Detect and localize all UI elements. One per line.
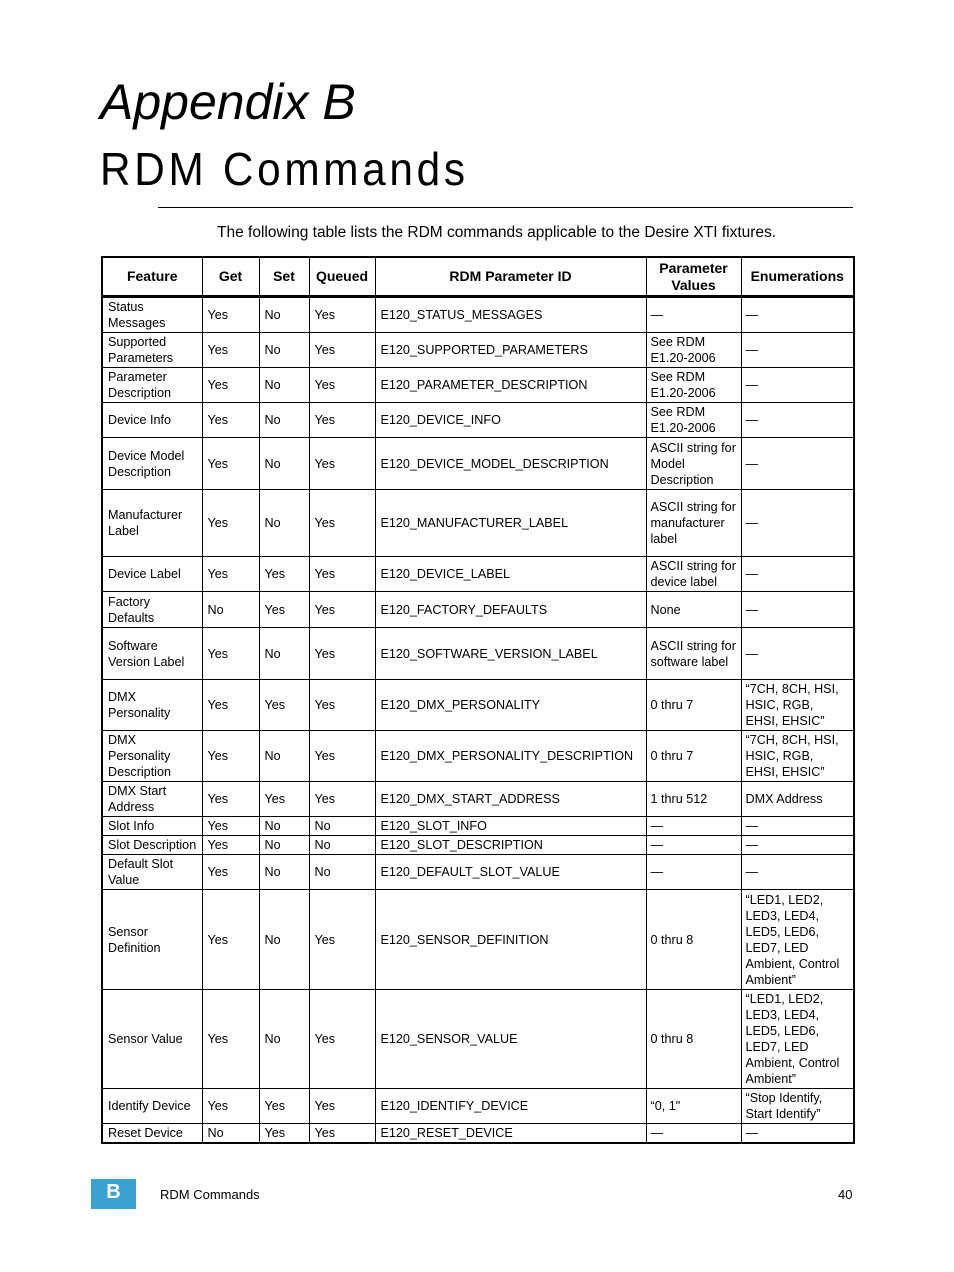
rdm-commands-table — [101, 256, 855, 1144]
table-row — [102, 1089, 854, 1124]
cell-set: No — [259, 890, 309, 990]
cell-enumerations: — — [741, 817, 854, 836]
cell-enumerations: DMX Address — [741, 782, 854, 817]
cell-set: No — [259, 333, 309, 368]
cell-set: Yes — [259, 680, 309, 731]
cell-set: No — [259, 836, 309, 855]
cell-parameter-values: ASCII string for software label — [646, 628, 741, 680]
cell-parameter-values: — — [646, 817, 741, 836]
cell-set: Yes — [259, 782, 309, 817]
cell-parameter-values: ASCII string for device label — [646, 557, 741, 592]
cell-feature: Supported Parameters — [102, 333, 202, 368]
cell-get: Yes — [202, 817, 259, 836]
cell-set: No — [259, 990, 309, 1089]
cell-feature: DMX Personality Description — [102, 731, 202, 782]
cell-get: Yes — [202, 557, 259, 592]
table-row — [102, 438, 854, 490]
cell-queued: Yes — [309, 680, 375, 731]
cell-parameter-values: See RDM E1.20-2006 — [646, 333, 741, 368]
cell-feature: Device Model Description — [102, 438, 202, 490]
table-row — [102, 368, 854, 403]
cell-parameter-id: E120_DEVICE_LABEL — [375, 557, 646, 592]
cell-parameter-id: E120_DEFAULT_SLOT_VALUE — [375, 855, 646, 890]
cell-parameter-values: 0 thru 7 — [646, 680, 741, 731]
cell-queued: Yes — [309, 1124, 375, 1143]
cell-queued: No — [309, 836, 375, 855]
cell-set: No — [259, 731, 309, 782]
cell-queued: Yes — [309, 782, 375, 817]
cell-parameter-id: E120_SUPPORTED_PARAMETERS — [375, 333, 646, 368]
cell-parameter-id: E120_SLOT_DESCRIPTION — [375, 836, 646, 855]
cell-get: No — [202, 1124, 259, 1143]
cell-enumerations: — — [741, 403, 854, 438]
cell-queued: Yes — [309, 1089, 375, 1124]
cell-queued: Yes — [309, 403, 375, 438]
cell-get: Yes — [202, 731, 259, 782]
cell-parameter-values: “0, 1" — [646, 1089, 741, 1124]
cell-parameter-values: See RDM E1.20-2006 — [646, 403, 741, 438]
cell-queued: Yes — [309, 368, 375, 403]
cell-get: Yes — [202, 836, 259, 855]
cell-get: Yes — [202, 1089, 259, 1124]
cell-feature: Slot Info — [102, 817, 202, 836]
table-row — [102, 557, 854, 592]
cell-get: Yes — [202, 680, 259, 731]
appendix-tab-badge: B — [91, 1179, 136, 1209]
cell-feature: Sensor Definition — [102, 890, 202, 990]
cell-parameter-id: E120_SLOT_INFO — [375, 817, 646, 836]
cell-get: Yes — [202, 628, 259, 680]
cell-set: Yes — [259, 557, 309, 592]
table-row — [102, 403, 854, 438]
cell-enumerations: — — [741, 855, 854, 890]
table-row — [102, 782, 854, 817]
table-row — [102, 592, 854, 628]
cell-parameter-id: E120_SENSOR_DEFINITION — [375, 890, 646, 990]
cell-enumerations: “LED1, LED2, LED3, LED4, LED5, LED6, LED7, LED Ambient, Control Ambient” — [741, 990, 854, 1089]
cell-set: Yes — [259, 592, 309, 628]
cell-queued: Yes — [309, 890, 375, 990]
cell-parameter-values: None — [646, 592, 741, 628]
cell-set: Yes — [259, 1124, 309, 1143]
cell-parameter-values: — — [646, 855, 741, 890]
cell-set: No — [259, 817, 309, 836]
cell-parameter-values: 0 thru 8 — [646, 890, 741, 990]
cell-get: Yes — [202, 855, 259, 890]
cell-queued: No — [309, 817, 375, 836]
cell-set: Yes — [259, 1089, 309, 1124]
table-row — [102, 333, 854, 368]
cell-parameter-values: 1 thru 512 — [646, 782, 741, 817]
cell-feature: Default Slot Value — [102, 855, 202, 890]
cell-enumerations: — — [741, 1124, 854, 1143]
cell-get: Yes — [202, 333, 259, 368]
cell-feature: Identify Device — [102, 1089, 202, 1124]
cell-parameter-id: E120_IDENTIFY_DEVICE — [375, 1089, 646, 1124]
table-row — [102, 990, 854, 1089]
header-enumerations: Enumerations — [741, 257, 854, 297]
cell-enumerations: — — [741, 333, 854, 368]
cell-enumerations: — — [741, 297, 854, 333]
cell-enumerations: — — [741, 836, 854, 855]
cell-parameter-id: E120_DMX_START_ADDRESS — [375, 782, 646, 817]
table-row — [102, 1124, 854, 1143]
footer-section-label: RDM Commands — [160, 1187, 260, 1202]
cell-feature: Device Info — [102, 403, 202, 438]
table-row — [102, 731, 854, 782]
cell-queued: No — [309, 855, 375, 890]
cell-parameter-values: 0 thru 7 — [646, 731, 741, 782]
cell-queued: Yes — [309, 333, 375, 368]
cell-parameter-values: — — [646, 1124, 741, 1143]
table-header-row — [102, 257, 854, 297]
cell-get: Yes — [202, 438, 259, 490]
cell-enumerations: — — [741, 368, 854, 403]
cell-enumerations: — — [741, 592, 854, 628]
cell-set: No — [259, 403, 309, 438]
intro-text: The following table lists the RDM commands applicable to the Desire XTI fixtures. — [217, 224, 777, 241]
cell-parameter-values: — — [646, 836, 741, 855]
cell-parameter-id: E120_SOFTWARE_VERSION_LABEL — [375, 628, 646, 680]
cell-parameter-id: E120_RESET_DEVICE — [375, 1124, 646, 1143]
cell-parameter-values: — — [646, 297, 741, 333]
cell-get: Yes — [202, 990, 259, 1089]
header-set: Set — [259, 257, 309, 297]
table-body — [102, 297, 854, 1143]
page-title: RDM Commands — [100, 143, 469, 195]
cell-parameter-id: E120_DMX_PERSONALITY_DESCRIPTION — [375, 731, 646, 782]
cell-enumerations: — — [741, 490, 854, 557]
page-number: 40 — [838, 1187, 853, 1202]
cell-feature: DMX Personality — [102, 680, 202, 731]
table-row — [102, 836, 854, 855]
cell-parameter-values: See RDM E1.20-2006 — [646, 368, 741, 403]
cell-parameter-id: E120_STATUS_MESSAGES — [375, 297, 646, 333]
header-parameter-values: Parameter Values — [646, 257, 741, 297]
cell-queued: Yes — [309, 557, 375, 592]
cell-get: Yes — [202, 890, 259, 990]
cell-enumerations: — — [741, 438, 854, 490]
cell-feature: DMX Start Address — [102, 782, 202, 817]
cell-get: Yes — [202, 297, 259, 333]
table-row — [102, 297, 854, 333]
cell-feature: Reset Device — [102, 1124, 202, 1143]
table-row — [102, 628, 854, 680]
table-row — [102, 890, 854, 990]
cell-parameter-id: E120_SENSOR_VALUE — [375, 990, 646, 1089]
cell-enumerations: “7CH, 8CH, HSI, HSIC, RGB, EHSI, EHSIC” — [741, 731, 854, 782]
cell-get: Yes — [202, 782, 259, 817]
appendix-heading: Appendix B — [100, 74, 356, 130]
cell-parameter-values: 0 thru 8 — [646, 990, 741, 1089]
cell-queued: Yes — [309, 297, 375, 333]
cell-enumerations: “Stop Identify, Start Identify” — [741, 1089, 854, 1124]
cell-enumerations: — — [741, 628, 854, 680]
cell-feature: Slot Description — [102, 836, 202, 855]
title-rule — [158, 207, 853, 208]
cell-parameter-id: E120_FACTORY_DEFAULTS — [375, 592, 646, 628]
cell-enumerations: “7CH, 8CH, HSI, HSIC, RGB, EHSI, EHSIC” — [741, 680, 854, 731]
cell-set: No — [259, 297, 309, 333]
cell-set: No — [259, 490, 309, 557]
table-row — [102, 817, 854, 836]
cell-feature: Factory Defaults — [102, 592, 202, 628]
cell-queued: Yes — [309, 592, 375, 628]
cell-feature: Manufacturer Label — [102, 490, 202, 557]
cell-get: Yes — [202, 403, 259, 438]
cell-queued: Yes — [309, 490, 375, 557]
cell-queued: Yes — [309, 990, 375, 1089]
cell-set: No — [259, 855, 309, 890]
table-row — [102, 680, 854, 731]
cell-parameter-id: E120_PARAMETER_DESCRIPTION — [375, 368, 646, 403]
header-get: Get — [202, 257, 259, 297]
cell-enumerations: “LED1, LED2, LED3, LED4, LED5, LED6, LED7, LED Ambient, Control Ambient” — [741, 890, 854, 990]
cell-get: Yes — [202, 490, 259, 557]
cell-queued: Yes — [309, 438, 375, 490]
cell-feature: Device Label — [102, 557, 202, 592]
cell-feature: Sensor Value — [102, 990, 202, 1089]
header-feature: Feature — [102, 257, 202, 297]
cell-feature: Parameter Description — [102, 368, 202, 403]
cell-feature: Software Version Label — [102, 628, 202, 680]
header-queued: Queued — [309, 257, 375, 297]
cell-queued: Yes — [309, 628, 375, 680]
cell-parameter-values: ASCII string for Model Description — [646, 438, 741, 490]
cell-parameter-id: E120_DEVICE_INFO — [375, 403, 646, 438]
cell-get: Yes — [202, 368, 259, 403]
cell-parameter-id: E120_MANUFACTURER_LABEL — [375, 490, 646, 557]
cell-parameter-values: ASCII string for manufacturer label — [646, 490, 741, 557]
cell-set: No — [259, 368, 309, 403]
cell-get: No — [202, 592, 259, 628]
header-rdm-parameter-id: RDM Parameter ID — [375, 257, 646, 297]
cell-set: No — [259, 438, 309, 490]
cell-enumerations: — — [741, 557, 854, 592]
cell-parameter-id: E120_DMX_PERSONALITY — [375, 680, 646, 731]
cell-feature: Status Messages — [102, 297, 202, 333]
cell-set: No — [259, 628, 309, 680]
table-row — [102, 490, 854, 557]
cell-queued: Yes — [309, 731, 375, 782]
cell-parameter-id: E120_DEVICE_MODEL_DESCRIPTION — [375, 438, 646, 490]
table-row — [102, 855, 854, 890]
